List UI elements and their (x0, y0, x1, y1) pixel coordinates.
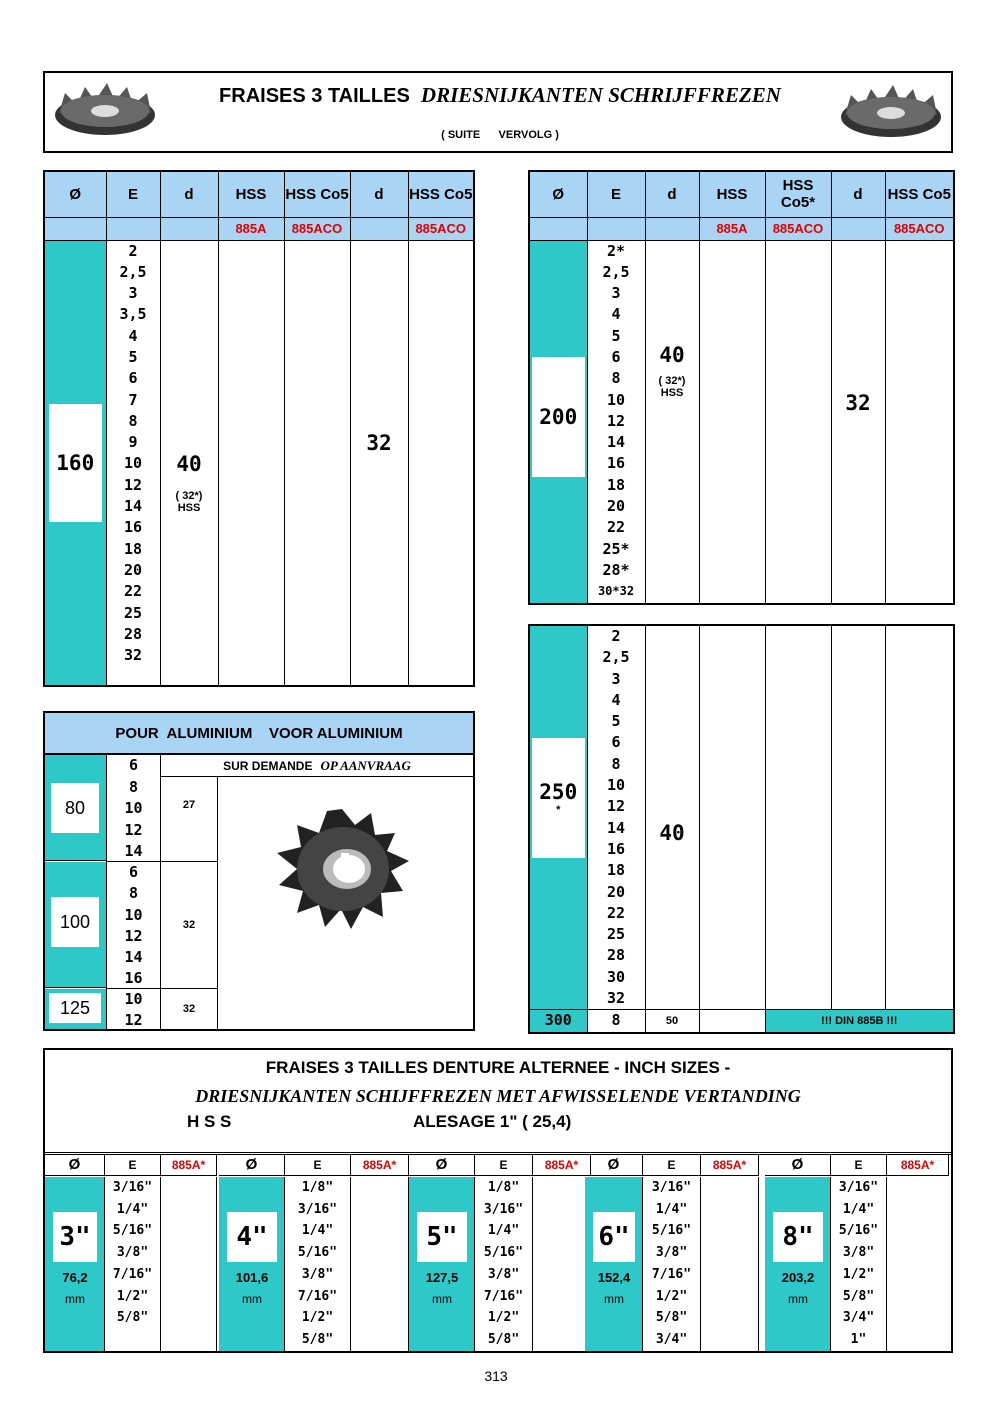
alu-e-value: 8 (128, 884, 139, 903)
alu-e-value: 8 (128, 778, 139, 796)
col-hss-co5-2-r: HSS Co5 (885, 171, 954, 217)
inch-e-value: 5/8" (301, 1331, 334, 1347)
inch-e-value: 3/8" (487, 1266, 520, 1282)
inch-title2: DRIESNIJKANTEN SCHIJFFREZEN MET AFWISSELENDE VERTANDING (195, 1086, 801, 1106)
diameter-300: 300 (529, 1010, 587, 1033)
inch-e-value: 5/8" (655, 1310, 688, 1326)
inch-e-value: 5/8" (842, 1288, 875, 1304)
inch-e-value: 5/8" (116, 1310, 149, 1326)
inch-col-code: 885A* (351, 1154, 409, 1176)
inch-e-value: 1/4" (301, 1223, 334, 1239)
e-value-200: 20 (606, 497, 626, 516)
alu-e-value: 14 (124, 841, 143, 860)
e-value-200: 30*32 (597, 584, 635, 599)
d1-cell-250 (645, 625, 699, 1010)
alu-e-list-80 (107, 777, 160, 862)
inch-diameter-cell (45, 1177, 105, 1351)
inch-e-value: 3/16" (651, 1180, 692, 1195)
inch-e-value: 7/16" (483, 1288, 524, 1304)
inch-e-value: 3/4" (655, 1331, 688, 1347)
inch-diameter-cell (585, 1177, 643, 1351)
col-e: E (106, 171, 160, 217)
e-value-250: 12 (606, 797, 626, 816)
d2-cell-160 (350, 240, 408, 686)
d1-250: 40 (659, 820, 685, 845)
inch-e-list (643, 1177, 701, 1351)
code-885aco: 885ACO (284, 217, 350, 240)
alu-e-list-100 (107, 862, 160, 990)
d1-160: 40 (176, 451, 202, 476)
d1-cell-160 (160, 240, 218, 686)
inch-e-value: 1" (850, 1331, 867, 1347)
inch-col-code: 885A* (533, 1154, 591, 1176)
alu-diameter-125: 125 (49, 993, 101, 1023)
inch-e-list (105, 1177, 161, 1351)
col-d-r: d (645, 171, 699, 217)
e-value-250: 10 (606, 776, 626, 795)
code-885aco-2-r: 885ACO (885, 217, 954, 240)
e-value-160: 10 (123, 454, 143, 473)
diameter-cell-200 (529, 240, 587, 604)
alu-e-value: 12 (124, 820, 143, 839)
e-value-160: 28 (123, 624, 143, 643)
inch-diameter: 6" (593, 1212, 635, 1262)
inch-e-value: 7/16" (112, 1266, 153, 1282)
e-value-250: 25 (606, 925, 626, 944)
d2-200: 32 (845, 390, 871, 415)
inch-e-value: 3/8" (116, 1245, 149, 1261)
cutter-image-left (51, 79, 159, 137)
e-value-250: 4 (611, 690, 621, 709)
inch-mm-unit: mm (432, 1292, 452, 1306)
inch-e-value: 5/16" (483, 1245, 524, 1261)
alu-d-100: 32 (182, 919, 196, 931)
e-value-200: 25* (602, 539, 630, 558)
inch-e-value: 3/16" (297, 1201, 338, 1217)
inch-mm-unit: mm (242, 1292, 262, 1306)
d1-cell-200 (645, 240, 699, 604)
alu-e-value: 14 (124, 948, 143, 967)
inch-e-value: 7/16" (651, 1266, 692, 1282)
inch-diameter: 8" (773, 1212, 823, 1262)
diameter-cell-160 (44, 240, 106, 686)
inch-e-value: 1/4" (487, 1223, 520, 1239)
e-value-250: 6 (611, 733, 621, 752)
e-value-250: 20 (606, 882, 626, 901)
e-300: 8 (587, 1010, 645, 1033)
inch-col-e: E (105, 1154, 161, 1176)
inch-e-value: 3/8" (655, 1245, 688, 1261)
inch-e-value: 5/16" (297, 1245, 338, 1261)
inch-e-value: 1/2" (842, 1266, 875, 1282)
e-value-200: 28* (602, 560, 630, 579)
d2-cell-200 (831, 240, 885, 604)
header-title-nl: DRIESNIJKANTEN SCHRIJFFREZEN (420, 83, 781, 107)
e-value-160: 8 (128, 411, 138, 430)
inch-diameter: 4" (227, 1212, 277, 1262)
col-diameter-r: Ø (529, 171, 587, 217)
e-list-160 (106, 240, 160, 686)
inch-e-value: 3/8" (301, 1266, 334, 1282)
inch-e-value: 3/16" (483, 1201, 524, 1217)
e-value-160: 32 (123, 646, 143, 665)
header-suite: ( SUITE VERVOLG ) (441, 129, 559, 141)
header-title-fr: FRAISES 3 TAILLES (219, 85, 410, 107)
e-value-160: 14 (123, 497, 143, 516)
inch-mm-unit: mm (788, 1292, 808, 1306)
diameter-160: 160 (49, 404, 102, 522)
col-hss-co5-r: HSS Co5* (765, 171, 831, 217)
inch-e-list (831, 1177, 887, 1351)
e-value-250: 16 (606, 839, 626, 858)
e-value-200: 14 (606, 433, 626, 452)
e-value-200: 2* (606, 241, 626, 260)
op-aanvraag: OP AANVRAAG (320, 757, 411, 773)
alu-diameter-100: 100 (51, 897, 99, 947)
code-885a: 885A (218, 217, 284, 240)
inch-e-value: 1/2" (116, 1288, 149, 1304)
e-value-160: 2 (128, 241, 138, 260)
inch-diameter: 5" (417, 1212, 467, 1262)
alu-e-value: 12 (124, 1011, 143, 1030)
diameter-cell-250 (529, 625, 587, 1010)
aluminium-title: POUR ALUMINIUM VOOR ALUMINIUM (45, 713, 473, 755)
inch-diameter-cell (765, 1177, 831, 1351)
inch-e-value: 1/2" (655, 1288, 688, 1304)
e-value-160: 3 (128, 284, 138, 303)
inch-alesage: ALESAGE 1" ( 25,4) (413, 1112, 572, 1131)
inch-hss: H S S (187, 1112, 232, 1131)
inch-e-value: 3/8" (842, 1245, 875, 1261)
col-diameter: Ø (44, 171, 106, 217)
inch-e-value: 7/16" (297, 1288, 338, 1304)
inch-mm-value: 127,5 (425, 1270, 459, 1285)
e-value-200: 5 (611, 326, 621, 345)
alu-e-value: 12 (124, 926, 143, 945)
inch-e-list (475, 1177, 533, 1351)
inch-mm-unit: mm (65, 1292, 85, 1306)
e-value-160: 7 (128, 390, 138, 409)
inch-e-list (285, 1177, 351, 1351)
inch-title1: FRAISES 3 TAILLES DENTURE ALTERNEE - INCH SIZES - (265, 1058, 731, 1077)
e-value-250: 32 (606, 989, 626, 1008)
e-value-250: 2,5 (602, 648, 630, 667)
code-885aco-2: 885ACO (408, 217, 474, 240)
inch-section (43, 1048, 953, 1353)
sur-demande-row (161, 755, 473, 777)
e-value-160: 4 (128, 326, 138, 345)
e-value-250: 5 (611, 712, 621, 731)
inch-col-code: 885A* (161, 1154, 217, 1176)
header-title (200, 83, 800, 108)
table-160 (43, 170, 475, 687)
e-value-160: 9 (128, 433, 138, 452)
e-value-160: 25 (123, 603, 143, 622)
inch-col-e: E (285, 1154, 351, 1176)
table-200 (528, 170, 955, 605)
inch-e-value: 1/4" (842, 1201, 875, 1217)
inch-col-diameter: Ø (219, 1154, 285, 1176)
alu-e-value: 16 (124, 969, 143, 988)
e-value-160: 5 (128, 347, 138, 366)
e-value-160: 12 (123, 475, 143, 494)
table-250 (528, 624, 955, 1034)
inch-col-diameter: Ø (585, 1154, 643, 1176)
col-hss: HSS (218, 171, 284, 217)
inch-col-diameter: Ø (45, 1154, 105, 1176)
inch-diameter-cell (409, 1177, 475, 1351)
col-hss-co5-2: HSS Co5 (408, 171, 474, 217)
inch-mm-value: 101,6 (235, 1270, 269, 1285)
inch-col-e: E (831, 1154, 887, 1176)
inch-e-value: 1/2" (487, 1310, 520, 1326)
inch-col-code: 885A* (887, 1154, 949, 1176)
alu-e-value: 10 (124, 905, 143, 924)
e-value-250: 28 (606, 946, 626, 965)
inch-e-value: 3/16" (838, 1180, 879, 1195)
inch-col-diameter: Ø (765, 1154, 831, 1176)
inch-e-value: 1/8" (301, 1180, 334, 1195)
e-value-250: 18 (606, 861, 626, 880)
inch-mm-value: 203,2 (781, 1270, 815, 1285)
d1-200: 40 (659, 342, 685, 367)
inch-mm-value: 76,2 (62, 1270, 88, 1285)
inch-col-code: 885A* (701, 1154, 759, 1176)
cutter-image-aluminium (267, 805, 417, 935)
d2-160: 32 (366, 430, 392, 455)
alu-d-125: 32 (182, 1003, 196, 1015)
e-value-200: 4 (611, 305, 621, 324)
alu-e-value: 10 (124, 799, 143, 818)
e-value-200: 8 (611, 369, 621, 388)
e-value-200: 2,5 (602, 262, 630, 281)
d1-note2-200: HSS (660, 386, 684, 399)
inch-mm-unit: mm (604, 1292, 624, 1306)
sur-demande: SUR DEMANDE (223, 758, 313, 773)
d1-note2-160: HSS (177, 501, 201, 514)
e-value-160: 2,5 (119, 262, 147, 281)
col-e-r: E (587, 171, 645, 217)
alu-diameter-80: 80 (51, 783, 99, 833)
diameter-250-star: * (556, 803, 561, 816)
alu-d-80: 27 (182, 799, 196, 811)
diameter-250: 250 (539, 779, 578, 804)
col-d: d (160, 171, 218, 217)
e-value-250: 2 (611, 627, 621, 645)
e-value-160: 18 (123, 539, 143, 558)
inch-e-value: 5/8" (487, 1331, 520, 1347)
col-hss-r: HSS (699, 171, 765, 217)
e-value-200: 6 (611, 347, 621, 366)
inch-col-e: E (643, 1154, 701, 1176)
e-value-200: 3 (611, 284, 621, 303)
inch-diameter-cell (219, 1177, 285, 1351)
alu-e-value: 10 (124, 990, 143, 1008)
e-value-160: 3,5 (119, 305, 147, 324)
col-hss-co5: HSS Co5 (284, 171, 350, 217)
page-header (43, 71, 953, 153)
e-list-250 (587, 625, 645, 1010)
d1-note-160: ( 32*) (175, 489, 203, 502)
inch-e-value: 3/4" (842, 1310, 875, 1326)
e-value-250: 22 (606, 903, 626, 922)
inch-e-value: 5/16" (112, 1223, 153, 1239)
inch-e-value: 1/4" (116, 1201, 149, 1217)
col-d2-r: d (831, 171, 885, 217)
d-300: 50 (645, 1010, 699, 1033)
e-value-250: 3 (611, 669, 621, 688)
e-value-200: 10 (606, 390, 626, 409)
col-d2: d (350, 171, 408, 217)
e-value-200: 22 (606, 518, 626, 537)
inch-e-value: 3/16" (112, 1180, 153, 1195)
diameter-200: 200 (532, 357, 585, 477)
d1-note-200: ( 32*) (658, 374, 686, 387)
alu-first-e: 6 (128, 756, 139, 774)
alu-e-list-125 (107, 989, 160, 1032)
e-value-250: 8 (611, 754, 621, 773)
inch-e-value: 5/16" (651, 1223, 692, 1239)
inch-mm-value: 152,4 (597, 1270, 631, 1285)
e-value-160: 20 (123, 560, 143, 579)
inch-col-e: E (475, 1154, 533, 1176)
inch-e-value: 1/2" (301, 1310, 334, 1326)
e-list-200 (587, 240, 645, 604)
alu-e-value: 6 (128, 863, 139, 881)
inch-e-value: 1/8" (487, 1180, 520, 1195)
inch-e-value: 1/4" (655, 1201, 688, 1217)
e-value-200: 16 (606, 454, 626, 473)
inch-e-value: 5/16" (838, 1223, 879, 1239)
e-value-200: 18 (606, 475, 626, 494)
cutter-image-right (837, 79, 945, 141)
page-number: 313 (484, 1368, 508, 1384)
code-885a-r: 885A (699, 217, 765, 240)
aluminium-section (43, 711, 475, 1031)
inch-col-diameter: Ø (409, 1154, 475, 1176)
e-value-160: 6 (128, 369, 138, 388)
e-value-250: 30 (606, 967, 626, 986)
inch-diameter: 3" (53, 1212, 97, 1262)
e-value-250: 14 (606, 818, 626, 837)
e-value-160: 22 (123, 582, 143, 601)
e-value-160: 16 (123, 518, 143, 537)
e-value-200: 12 (606, 411, 626, 430)
code-885aco-r: 885ACO (765, 217, 831, 240)
din-note: !!! DIN 885B !!! (765, 1010, 954, 1033)
